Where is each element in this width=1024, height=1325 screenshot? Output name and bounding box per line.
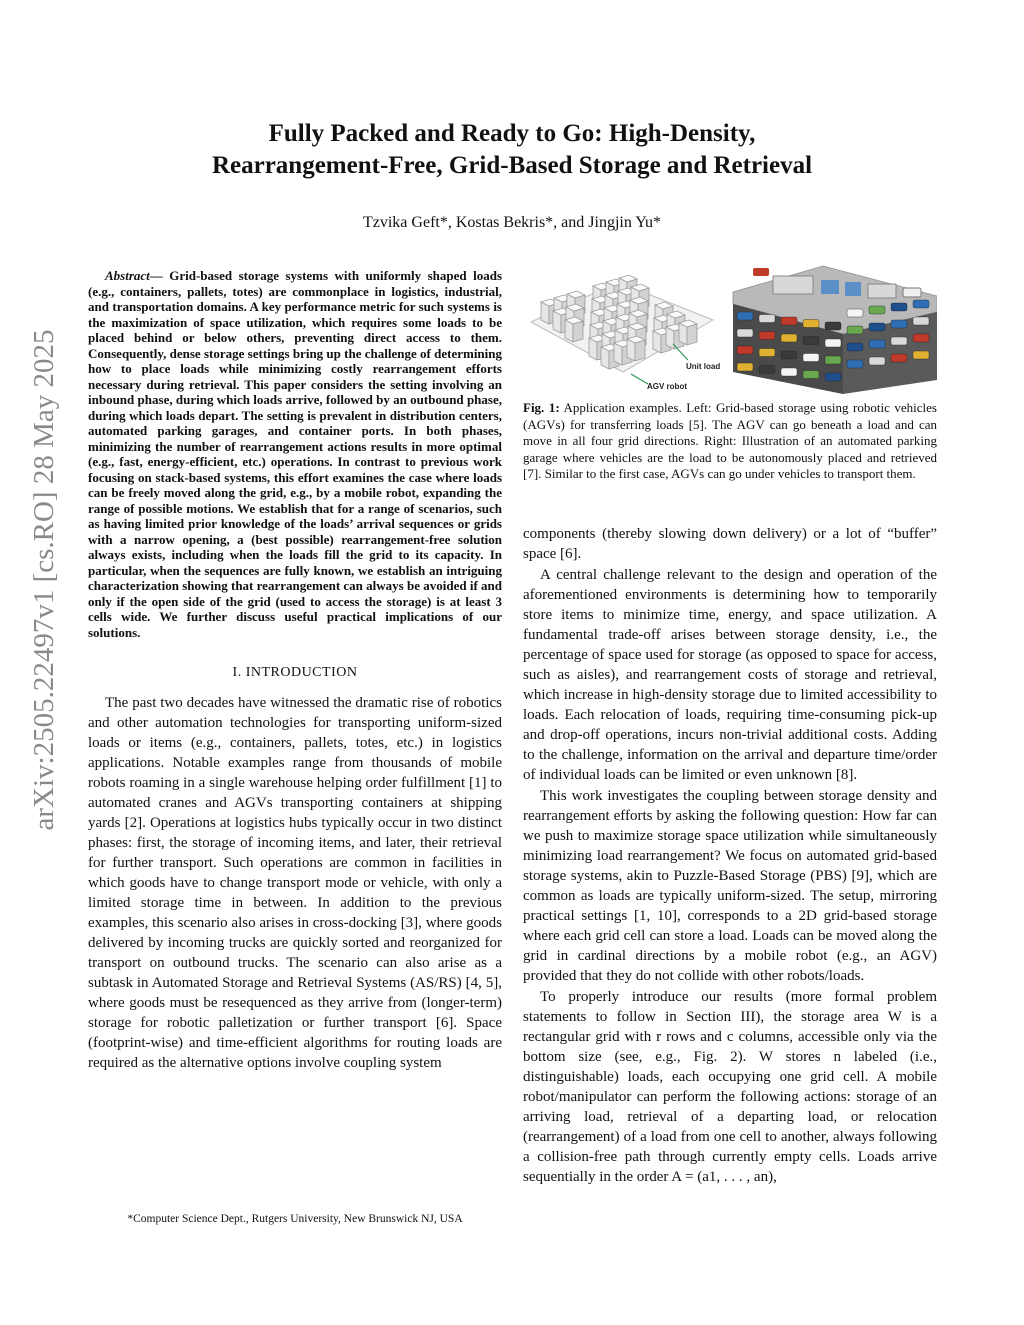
section-heading-introduction: I. INTRODUCTION — [232, 665, 358, 680]
caption-label: Fig. 1: — [523, 400, 560, 415]
parking-garage-illustration — [733, 266, 937, 394]
intro-paragraph-1-continued: components (thereby slowing down delivery) or a lot of “buffer” space [6]. — [523, 526, 937, 562]
intro-paragraph-2: A central challenge relevant to the design and operation of the aforementioned environments is determining how to temporarily store items to minimize time, energy, and space utilization. A fundamental trade-off arises between storage density, i.e., the percentage of space used for storage (as opposed to space for access, such as aisles), and rearrangement costs of storage and retrieval, which increase in high-density storage due to limited accessibility to loads. Each relocation of loads, requiring time-consuming pick-up and drop-off operations, incurs non-trivial additional costs. Adding to the challenge, information on the arrival and departure time/order of individual loads can be limited or even unknown [8]. — [523, 567, 937, 783]
author-list: Tzvika Geft*, Kostas Bekris*, and Jingjin Yu* — [362, 214, 662, 231]
figure-1 — [523, 262, 937, 394]
abstract — [88, 268, 502, 640]
abstract-label: Abstract — [105, 268, 150, 283]
label-unit-load: Unit load — [686, 362, 721, 371]
intro-paragraph-1: The past two decades have witnessed the dramatic rise of robotics and other automation technologies for transporting uniform-sized loads or items (e.g., containers, pallets, totes, etc.) in logistics applications. Notable examples range from thousands of mobile robots roaming in a single warehouse helping order fulfillment [1] to automated cranes and AGVs transporting containers at shipping yards [2]. Operations at logistics hubs typically occur in two distinct phases: first, the storage of incoming items, and later, their retrieval for further transport. Such operations are common in facilities in which goods have to change transport mode or vehicle, with only a limited storage time in between. In addition to the previous examples, this scenario also arises in cross-docking [3], where goods delivered by incoming trucks are quickly sorted and reorganized for transport on outbound trucks. The scenario can also arise as a subtask in Automated Storage and Retrieval Systems (AS/RS) [4, 5], where goods must be resequenced as they arrive from (longer-term) storage for robotic palletization or further transport [6]. Space (footprint-wise) and time-efficient algorithms for routing loads are required as the alternative options involve coupling system — [88, 695, 502, 1071]
paper-title — [100, 118, 924, 182]
title-line-2: Rearrangement-Free, Grid-Based Storage and Retrieval — [211, 152, 813, 179]
intro-paragraph-4: To properly introduce our results (more formal problem statements to follow in Section III), the storage area W is a rectangular grid with r rows and c columns, accessible only via the bottom size (see, e.g., Fig. 2). W stores n labeled (i.e., distinguishable) loads, each occupying one grid cell. A mobile robot/manipulator can perform the following actions: storage of an arriving load, retrieval of a departing load, or relocation (rearrangement) of a load from one cell to another, always following a collision-free path through currently empty cells. Loads arrive sequentially in the order A = (a1, . . . , an), — [523, 989, 937, 1185]
arxiv-id: arXiv:2505.22497v1 [cs.RO] 28 May 2025 — [28, 329, 60, 831]
caption-text: Application examples. Left: Grid-based storage using robotic vehicles (AGVs) for transferring loads [5]. The AGV can go beneath a load and can move in all four grid directions. Right: Illustration of an automated parking garage where vehicles are the load to be autonomously placed and retrieved [7]. Similar to the first case, AGVs can go under vehicles to transport them. — [523, 400, 937, 481]
grid-storage-illustration — [531, 275, 720, 391]
affiliation-footnote: *Computer Science Dept., Rutgers University, New Brunswick NJ, USA — [127, 1213, 463, 1225]
figure-1-caption — [523, 400, 937, 483]
right-column — [523, 524, 937, 1187]
abstract-text: — Grid-based storage systems with uniformly shaped loads (e.g., containers, pallets, totes) are commonplace in logistics, industrial, and transportation domains. A key performance metric for such systems is the maximization of space utilization, which requires some loads to be placed behind or below others, preventing direct access to them. Consequently, dense storage settings bring up the challenge of determining how to place loads while minimizing costly rearrangement efforts necessary during retrieval. This paper considers the setting involving an inbound phase, during which loads arrive, followed by an outbound phase, during which loads depart. The setting is prevalent in distribution centers, automated parking garages, and container ports. In both phases, minimizing the number of rearrangement actions results in more optimal (e.g., fast, energy-efficient, etc.) operations. In contrast to previous work focusing on stack-based systems, this effort examines the case where loads can be freely moved along the grid, e.g., by a mobile robot, expanding the range of possible motions. We establish that for a range of scenarios, such as having limited prior knowledge of the loads’ arrival sequences or grids with a narrow opening, a (best possible) rearrangement-free solution always exists, including when the loads fill the grid to its capacity. In particular, when the sequences are fully known, we establish an intriguing characterization showing that rearrangement can always be avoided if and only if the open side of the grid (used to access the storage) is at least 3 cells wide. We further discuss useful practical implications of our solutions. — [88, 268, 502, 640]
figure-1-illustrations — [523, 262, 937, 394]
label-agv-robot: AGV robot — [647, 382, 687, 391]
intro-paragraph-3: This work investigates the coupling between storage density and rearrangement efforts by asking the following question: How far can we push to maximize storage space utilization while simultaneously minimizing load rearrangement? We focus on automated grid-based storage systems, akin to Puzzle-Based Storage (PBS) [9], which are common as loads are typically uniform-sized. The setup, mirroring practical settings [1, 10], corresponds to a 2D grid-based storage where each grid cell can store a load. Loads can be moved along the grid in cardinal directions by a mobile robot (e.g., an AGV) provided that they do not collide with other robots/loads. — [523, 788, 937, 984]
title-line-1: Fully Packed and Ready to Go: High-Density, — [268, 120, 756, 147]
left-column — [88, 268, 502, 1073]
